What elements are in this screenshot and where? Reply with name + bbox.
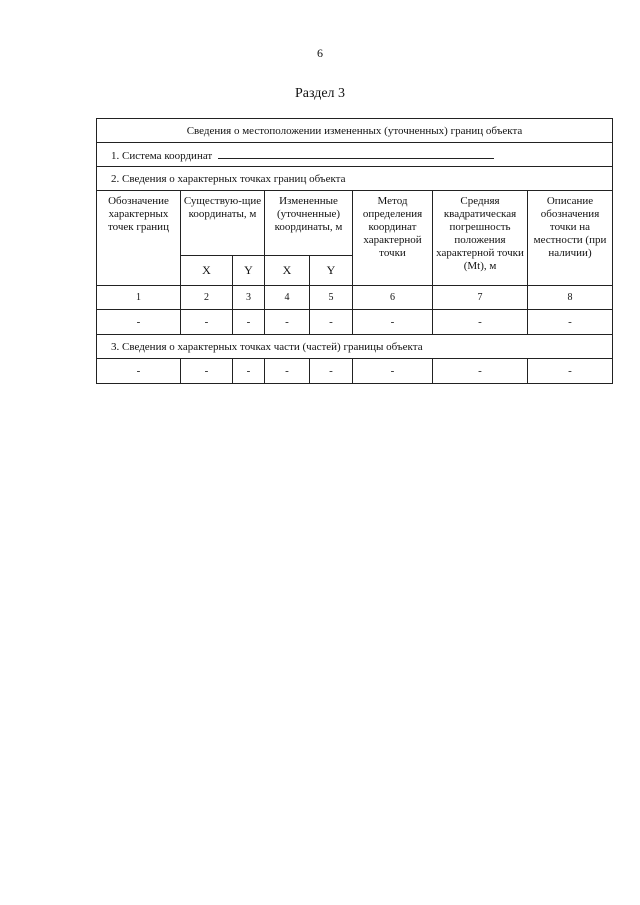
section3-label: 3. Сведения о характерных точках части (частей) границы объекта (97, 335, 613, 359)
column-number: 1 (97, 286, 181, 310)
table-cell: - (265, 310, 310, 335)
table-cell: - (528, 359, 613, 384)
header-changed-coordinates: Измененные (уточненные) координаты, м (265, 191, 353, 256)
column-number: 5 (310, 286, 353, 310)
table-cell: - (265, 359, 310, 384)
table-cell: - (310, 310, 353, 335)
table-cell: - (233, 359, 265, 384)
coordinate-system-cell (97, 143, 613, 167)
column-number: 3 (233, 286, 265, 310)
header-point-designation: Обозначение характерных точек границ (97, 191, 181, 286)
coordinate-system-label: 1. Система координат (111, 150, 213, 162)
header-method: Метод определения координат характерной точки (353, 191, 433, 286)
subheader-changed-y: Y (310, 256, 353, 286)
column-number: 7 (433, 286, 528, 310)
section2-label: 2. Сведения о характерных точках границ объекта (97, 167, 613, 191)
table-title: Сведения о местоположении измененных (уточненных) границ объекта (97, 119, 613, 143)
table-cell: - (233, 310, 265, 335)
subheader-existing-y: Y (233, 256, 265, 286)
header-mean-error: Средняя квадратическая погрешность положения характерной точки (Mt), м (433, 191, 528, 286)
header-existing-coordinates: Существую-щие координаты, м (181, 191, 265, 256)
column-number: 6 (353, 286, 433, 310)
table-cell: - (97, 310, 181, 335)
table-cell: - (97, 359, 181, 384)
table-cell: - (181, 310, 233, 335)
table-cell: - (353, 359, 433, 384)
boundary-points-table (96, 118, 613, 384)
column-number: 2 (181, 286, 233, 310)
table-cell: - (433, 359, 528, 384)
table-cell: - (310, 359, 353, 384)
page-number: 6 (317, 46, 323, 60)
subheader-changed-x: X (265, 256, 310, 286)
table-row (97, 310, 613, 335)
table-cell: - (181, 359, 233, 384)
coordinate-system-blank (218, 147, 494, 159)
header-point-description: Описание обозначения точки на местности (при наличии) (528, 191, 613, 286)
table-cell: - (433, 310, 528, 335)
header-row (97, 191, 613, 256)
table-row (97, 359, 613, 384)
table-cell: - (528, 310, 613, 335)
section3-row (97, 335, 613, 359)
table-cell: - (353, 310, 433, 335)
column-number: 4 (265, 286, 310, 310)
coordinate-system-row (97, 143, 613, 167)
section-title: Раздел 3 (294, 86, 346, 101)
column-numbers-row (97, 286, 613, 310)
table-title-row (97, 119, 613, 143)
section2-row (97, 167, 613, 191)
subheader-existing-x: X (181, 256, 233, 286)
column-number: 8 (528, 286, 613, 310)
